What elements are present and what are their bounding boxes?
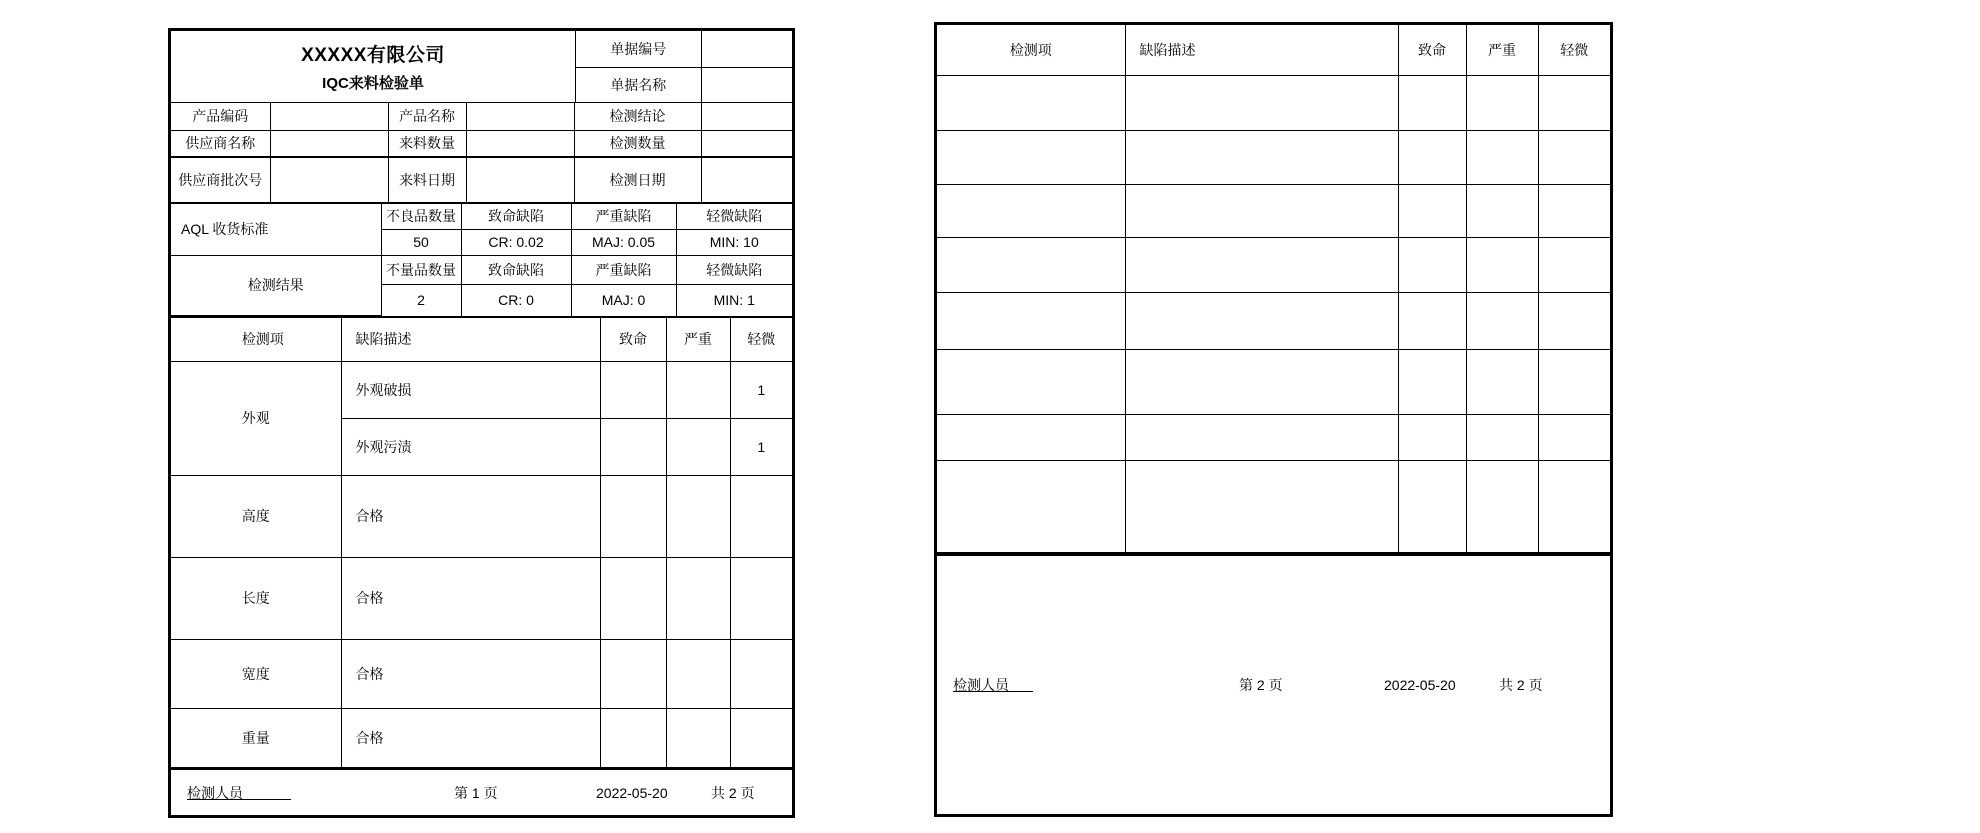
page-2-iqc-form bbox=[934, 22, 1613, 817]
aql-minor-value: MIN: 10 bbox=[676, 229, 792, 255]
detail-major-cell bbox=[666, 639, 730, 708]
empty-cell bbox=[1538, 349, 1610, 414]
detail-critical-cell bbox=[600, 418, 666, 475]
empty-cell bbox=[1125, 460, 1398, 552]
table-row bbox=[937, 184, 1610, 237]
empty-cell bbox=[937, 460, 1125, 552]
result-major-label: 严重缺陷 bbox=[571, 256, 676, 285]
detail-item-width: 宽度 bbox=[171, 639, 341, 708]
empty-cell bbox=[937, 130, 1125, 184]
page-1-iqc-form bbox=[168, 28, 795, 818]
detail-header-major: 严重 bbox=[666, 317, 730, 361]
empty-cell bbox=[1538, 75, 1610, 130]
detail-minor-cell bbox=[730, 639, 792, 708]
empty-cell bbox=[937, 75, 1125, 130]
doc-name-value-cell bbox=[701, 67, 792, 103]
empty-cell bbox=[1538, 130, 1610, 184]
empty-cell bbox=[1466, 184, 1538, 237]
empty-cell bbox=[1466, 292, 1538, 349]
detail-desc-cell: 外观污渍 bbox=[341, 418, 600, 475]
detail-critical-cell bbox=[600, 639, 666, 708]
detail-item-appearance: 外观 bbox=[171, 361, 341, 475]
empty-cell bbox=[1538, 237, 1610, 292]
aql-major-label: 严重缺陷 bbox=[571, 203, 676, 229]
detail-major-cell bbox=[666, 708, 730, 767]
detail-major-cell bbox=[666, 475, 730, 557]
table-row bbox=[937, 130, 1610, 184]
detail-header-row bbox=[171, 317, 792, 361]
detail-critical-cell bbox=[600, 557, 666, 639]
detail-critical-cell bbox=[600, 475, 666, 557]
empty-cell bbox=[937, 414, 1125, 460]
empty-cell bbox=[1398, 460, 1466, 552]
form-title: IQC来料检验单 bbox=[322, 75, 424, 92]
empty-cell bbox=[1125, 130, 1398, 184]
detail-minor-cell bbox=[730, 708, 792, 767]
detail-header-item: 检测项 bbox=[937, 25, 1125, 75]
total-pages: 共 2 页 bbox=[711, 784, 755, 801]
table-row bbox=[171, 557, 792, 639]
inspect-date-value-cell bbox=[701, 157, 792, 202]
doc-info-table bbox=[576, 31, 792, 103]
result-major-value: MAJ: 0 bbox=[571, 285, 676, 316]
report-date: 2022-05-20 bbox=[1384, 676, 1456, 693]
empty-cell bbox=[1466, 130, 1538, 184]
empty-cell bbox=[1538, 414, 1610, 460]
detail-item-length: 长度 bbox=[171, 557, 341, 639]
detail-critical-cell bbox=[600, 708, 666, 767]
incoming-qty-label: 来料数量 bbox=[388, 130, 466, 156]
page-number: 第 2 页 bbox=[1239, 676, 1283, 693]
aql-defect-qty-value: 50 bbox=[381, 229, 461, 255]
empty-cell bbox=[1538, 184, 1610, 237]
empty-cell bbox=[937, 184, 1125, 237]
detail-header-minor: 轻微 bbox=[1538, 25, 1610, 75]
empty-cell bbox=[1398, 414, 1466, 460]
result-table bbox=[171, 256, 792, 317]
result-critical-value: CR: 0 bbox=[461, 285, 571, 316]
detail-desc-cell: 合格 bbox=[341, 557, 600, 639]
detail-desc-cell: 合格 bbox=[341, 475, 600, 557]
empty-cell bbox=[1538, 292, 1610, 349]
signature-line bbox=[953, 678, 1033, 692]
incoming-date-label: 来料日期 bbox=[388, 157, 466, 202]
empty-cell bbox=[937, 237, 1125, 292]
empty-cell bbox=[1125, 414, 1398, 460]
table-row bbox=[937, 237, 1610, 292]
batch-date-table bbox=[171, 156, 792, 202]
detail-header-desc: 缺陷描述 bbox=[1125, 25, 1398, 75]
detail-header-major: 严重 bbox=[1466, 25, 1538, 75]
page-footer bbox=[171, 767, 792, 815]
empty-cell bbox=[1125, 75, 1398, 130]
detail-desc-cell: 合格 bbox=[341, 708, 600, 767]
product-name-label: 产品名称 bbox=[388, 103, 466, 130]
detail-critical-cell bbox=[600, 361, 666, 418]
product-code-label: 产品编码 bbox=[171, 103, 270, 130]
incoming-date-value-cell bbox=[466, 157, 574, 202]
detail-major-cell bbox=[666, 361, 730, 418]
table-row bbox=[171, 639, 792, 708]
result-critical-label: 致命缺陷 bbox=[461, 256, 571, 285]
empty-cell bbox=[1466, 349, 1538, 414]
page-footer bbox=[937, 553, 1610, 815]
inspect-qty-label: 检测数量 bbox=[574, 130, 701, 156]
detail-table bbox=[171, 316, 792, 767]
batch-value-cell bbox=[270, 157, 388, 202]
empty-cell bbox=[1125, 184, 1398, 237]
detail-item-weight: 重量 bbox=[171, 708, 341, 767]
empty-cell bbox=[1125, 237, 1398, 292]
inspector-label: 检测人员 bbox=[187, 784, 243, 801]
aql-minor-label: 轻微缺陷 bbox=[676, 203, 792, 229]
table-row bbox=[171, 708, 792, 767]
title-block bbox=[171, 31, 576, 102]
table-row bbox=[937, 75, 1610, 130]
product-name-value-cell bbox=[466, 103, 574, 130]
result-defect-qty-value: 2 bbox=[381, 285, 461, 316]
empty-cell bbox=[1466, 237, 1538, 292]
doc-name-label: 单据名称 bbox=[576, 67, 701, 103]
empty-cell bbox=[1466, 75, 1538, 130]
product-code-value-cell bbox=[270, 103, 388, 130]
signature-line bbox=[187, 786, 291, 800]
aql-critical-label: 致命缺陷 bbox=[461, 203, 571, 229]
doc-no-label: 单据编号 bbox=[576, 31, 701, 67]
detail-minor-cell: 1 bbox=[730, 418, 792, 475]
detail-minor-cell: 1 bbox=[730, 361, 792, 418]
detail-desc-cell: 外观破损 bbox=[341, 361, 600, 418]
doc-no-value-cell bbox=[701, 31, 792, 67]
empty-cell bbox=[937, 349, 1125, 414]
detail-item-height: 高度 bbox=[171, 475, 341, 557]
result-defect-qty-label: 不量品数量 bbox=[381, 256, 461, 285]
empty-cell bbox=[1466, 414, 1538, 460]
conclusion-value-cell bbox=[701, 103, 792, 130]
report-date: 2022-05-20 bbox=[596, 784, 668, 801]
empty-cell bbox=[937, 292, 1125, 349]
table-row bbox=[937, 349, 1610, 414]
detail-header-critical: 致命 bbox=[1398, 25, 1466, 75]
detail-header-minor: 轻微 bbox=[730, 317, 792, 361]
aql-defect-qty-label: 不良品数量 bbox=[381, 203, 461, 229]
empty-cell bbox=[1398, 292, 1466, 349]
inspect-qty-value-cell bbox=[701, 130, 792, 156]
table-row bbox=[937, 414, 1610, 460]
aql-section-label: AQL 收货标准 bbox=[171, 203, 381, 255]
table-row bbox=[937, 292, 1610, 349]
table-row bbox=[171, 475, 792, 557]
empty-cell bbox=[1125, 292, 1398, 349]
conclusion-label: 检测结论 bbox=[574, 103, 701, 130]
detail-header-critical: 致命 bbox=[600, 317, 666, 361]
aql-major-value: MAJ: 0.05 bbox=[571, 229, 676, 255]
batch-label: 供应商批次号 bbox=[171, 157, 270, 202]
empty-cell bbox=[1398, 349, 1466, 414]
form-header bbox=[171, 31, 792, 103]
detail-header-item: 检测项 bbox=[171, 317, 341, 361]
empty-cell bbox=[1125, 349, 1398, 414]
empty-cell bbox=[1538, 460, 1610, 552]
detail-header-row bbox=[937, 25, 1610, 75]
info-table bbox=[171, 103, 792, 156]
table-row bbox=[171, 361, 792, 418]
aql-standard-table bbox=[171, 202, 792, 256]
inspector-label: 检测人员 bbox=[953, 676, 1009, 693]
company-name: XXXXX有限公司 bbox=[301, 45, 445, 66]
detail-desc-cell: 合格 bbox=[341, 639, 600, 708]
empty-cell bbox=[1398, 130, 1466, 184]
detail-minor-cell bbox=[730, 557, 792, 639]
detail-major-cell bbox=[666, 557, 730, 639]
supplier-value-cell bbox=[270, 130, 388, 156]
incoming-qty-value-cell bbox=[466, 130, 574, 156]
empty-cell bbox=[1466, 460, 1538, 552]
empty-cell bbox=[1398, 237, 1466, 292]
aql-critical-value: CR: 0.02 bbox=[461, 229, 571, 255]
inspect-date-label: 检测日期 bbox=[574, 157, 701, 202]
supplier-label: 供应商名称 bbox=[171, 130, 270, 156]
empty-cell bbox=[1398, 184, 1466, 237]
total-pages: 共 2 页 bbox=[1499, 676, 1543, 693]
detail-minor-cell bbox=[730, 475, 792, 557]
result-minor-value: MIN: 1 bbox=[713, 292, 755, 309]
page-number: 第 1 页 bbox=[454, 784, 498, 801]
empty-cell bbox=[1398, 75, 1466, 130]
result-minor-label: 轻微缺陷 bbox=[676, 256, 792, 285]
result-section-label: 检测结果 bbox=[171, 256, 381, 316]
detail-table-continued bbox=[937, 25, 1610, 553]
detail-major-cell bbox=[666, 418, 730, 475]
table-row bbox=[937, 460, 1610, 552]
detail-header-desc: 缺陷描述 bbox=[341, 317, 600, 361]
